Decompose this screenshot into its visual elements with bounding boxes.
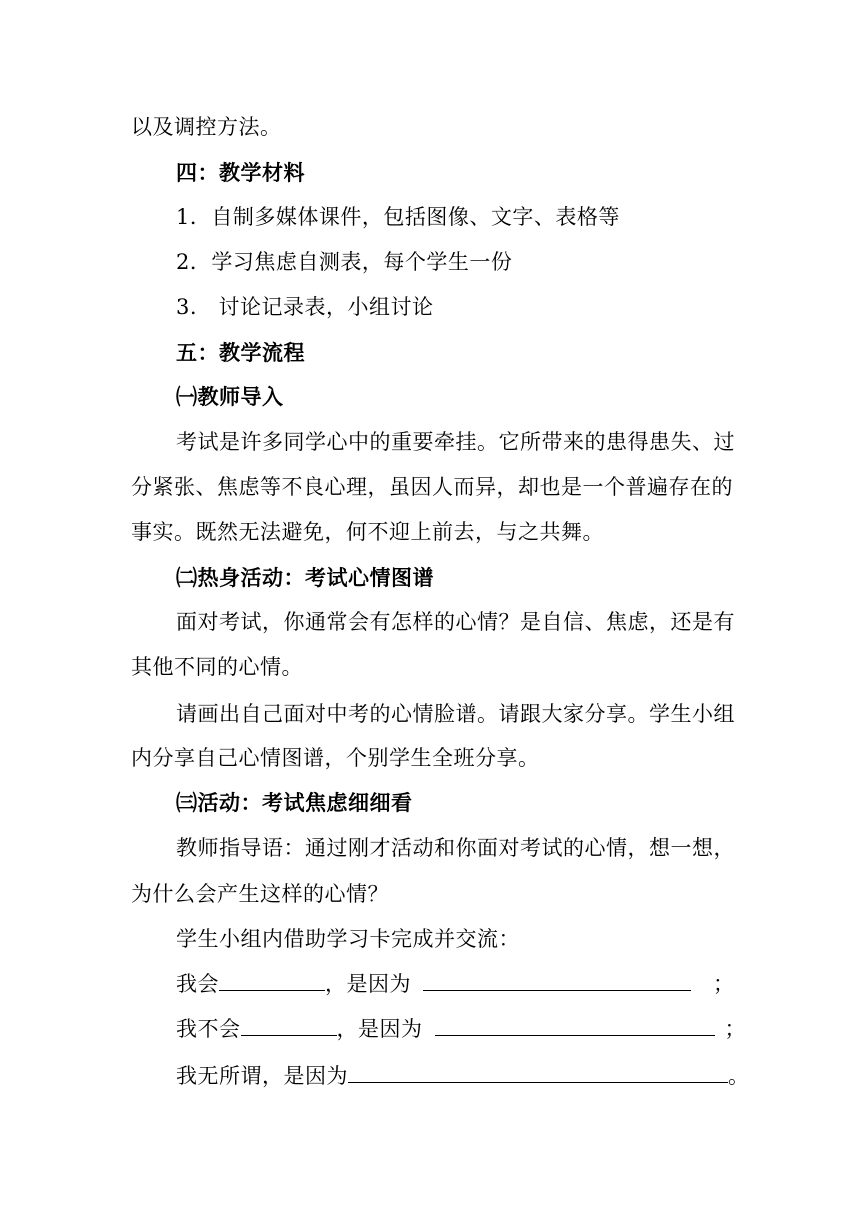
fill-in-prefix: 我会 (176, 972, 219, 996)
fill-in-blank[interactable] (423, 970, 691, 991)
fill-in-end-punct: ； (724, 1017, 746, 1041)
fill-in-blank[interactable] (219, 970, 325, 991)
paragraph-line: 面对考试，你通常会有怎样的心情？是自信、焦虑，还是有 (176, 610, 735, 634)
paragraph-line: 考试是许多同学心中的重要牵挂。它所带来的患得患失、过 (176, 430, 735, 454)
list-item: 1．自制多媒体课件，包括图像、文字、表格等 (176, 205, 620, 229)
paragraph-line: 请画出自己面对中考的心情脸谱。请跟大家分享。学生小组 (176, 702, 735, 726)
paragraph-line: 学生小组内借助学习卡完成并交流： (176, 927, 520, 951)
list-item: 3. 讨论记录表，小组讨论 (176, 295, 434, 319)
subsection-heading-intro: ㈠教师导入 (176, 384, 284, 409)
subsection-heading-activity: ㈢活动：考试焦虑细细看 (176, 790, 413, 815)
paragraph-line: 事实。既然无法避免，何不迎上前去，与之共舞。 (131, 520, 604, 544)
paragraph-line: 其他不同的心情。 (131, 655, 303, 679)
fill-in-row-1 (176, 969, 735, 999)
fill-in-blank[interactable] (348, 1062, 728, 1083)
fill-in-reason-label: ，是因为 (325, 972, 411, 996)
fill-in-row-3 (176, 1061, 750, 1091)
fill-in-row-2 (176, 1014, 746, 1044)
fill-in-blank[interactable] (241, 1015, 337, 1036)
paragraph-line: 为什么会产生这样的心情？ (131, 882, 389, 906)
paragraph-line: 教师指导语：通过刚才活动和你面对考试的心情，想一想， (176, 836, 735, 860)
paragraph-line: 分紧张、焦虑等不良心理，虽因人而异，却也是一个普遍存在的 (131, 475, 733, 499)
fill-in-end-punct: 。 (728, 1064, 750, 1088)
fill-in-prefix: 我不会 (176, 1017, 241, 1041)
subsection-heading-warmup: ㈡热身活动：考试心情图谱 (176, 565, 434, 590)
text-line: 以及调控方法。 (131, 115, 282, 139)
section-heading-materials: 四：教学材料 (176, 160, 305, 185)
fill-in-prefix: 我无所谓，是因为 (176, 1064, 348, 1088)
fill-in-reason-label: ，是因为 (336, 1017, 423, 1041)
fill-in-blank[interactable] (435, 1015, 715, 1036)
section-heading-process: 五：教学流程 (176, 340, 305, 365)
fill-in-end-punct: ； (713, 972, 735, 996)
paragraph-line: 内分享自己心情图谱，个别学生全班分享。 (131, 746, 540, 770)
list-item: 2．学习焦虑自测表，每个学生一份 (176, 250, 513, 274)
